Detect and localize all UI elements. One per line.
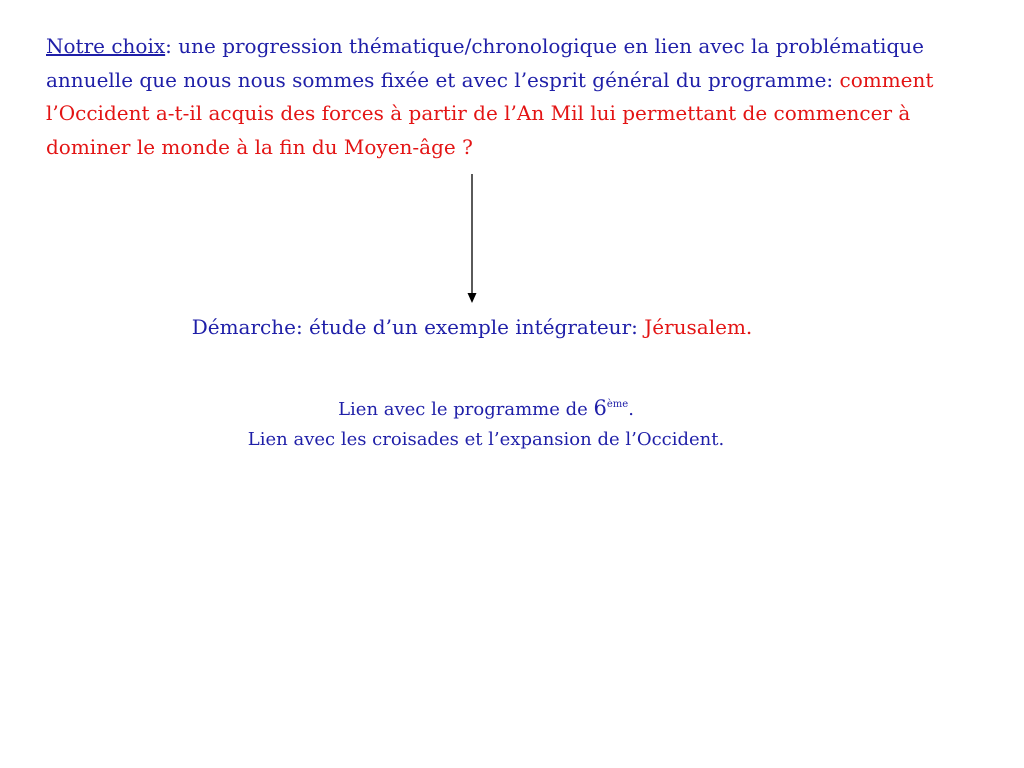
intro-body: : une progression thématique/chronologique en lien avec la problématique annuelle que nous nous sommes fixée et avec l’esprit général du programme: <box>46 34 924 92</box>
intro-paragraph <box>46 30 986 164</box>
demarche-example: Jérusalem. <box>644 315 753 339</box>
demarche-label: Démarche: étude d’un exemple intégrateur: <box>191 315 645 339</box>
link-program-grade: 6 <box>593 396 607 420</box>
demarche-line <box>0 312 944 342</box>
links-block <box>0 393 972 455</box>
link-program-text: Lien avec le programme de <box>338 399 594 420</box>
intro-question: comment l’Occident a-t-il acquis des forces à partir de l’An Mil lui permettant de commencer à dominer le monde à la fin du Moyen-âge ? <box>46 67 934 159</box>
link-program-end: . <box>628 399 634 420</box>
link-line-crusades: Lien avec les croisades et l’expansion de l’Occident. <box>247 429 725 450</box>
link-line-program <box>0 393 972 425</box>
intro-label: Notre choix <box>46 34 166 58</box>
down-arrow-icon <box>463 174 481 304</box>
link-program-superscript: ème <box>606 399 629 410</box>
